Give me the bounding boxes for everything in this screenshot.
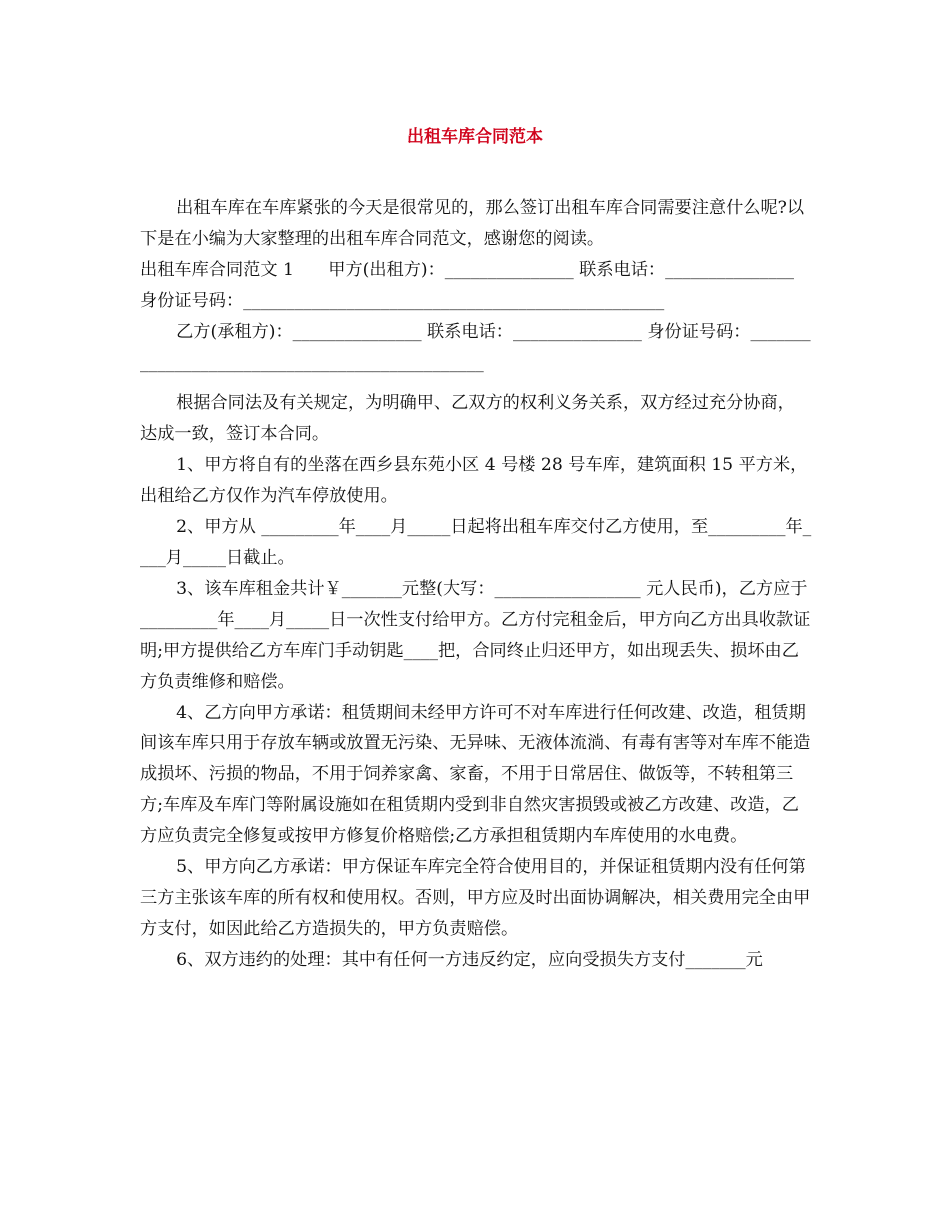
party-a-line: 出租车库合同范文 1 甲方(出租方)：_______________ 联系电话：_______________ 身份证号码：_________________________________________________	[140, 259, 800, 311]
party-b-line: 乙方(承租方)：_______________ 联系电话：_______________ 身份证号码：_______________________________________________	[140, 321, 811, 373]
preamble-paragraph: 根据合同法及有关规定，为明确甲、乙双方的权利义务关系，双方经过充分协商，达成一致，签订本合同。	[140, 393, 795, 445]
document-title: 出租车库合同范本	[407, 127, 543, 147]
intro-paragraph: 出租车库在车库紧张的今天是很常见的，那么签订出租车库合同需要注意什么呢?以下是在小编为大家整理的出租车库合同范文，感谢您的阅读。	[140, 198, 805, 249]
document-body	[140, 193, 812, 976]
clause-2: 2、甲方从 _________年____月_____日起将出租车库交付乙方使用，至_________年____月_____日截止。	[140, 517, 812, 568]
clause-1: 1、甲方将自有的坐落在西乡县东苑小区 4 号楼 28 号车库，建筑面积 15 平方米，出租给乙方仅作为汽车停放使用。	[140, 455, 808, 507]
clause-6: 6、双方违约的处理：其中有任何一方违反约定，应向受损失方支付_______元	[176, 949, 763, 970]
clause-4: 4、乙方向甲方承诺：租赁期间未经甲方许可不对车库进行任何改建、改造，租赁期间该车库只用于存放车辆或放置无污染、无异味、无液体流淌、有毒有害等对车库不能造成损坏、污损的物品，不用于饲养家禽、家畜，不用于日常居住、做饭等，不转租第三方;车库及车库门等附属设施如在租赁期内受到非自然灾害损毁或被乙方改建、改造，乙方应负责完全修复或按甲方修复价格赔偿;乙方承担租赁期内车库使用的水电费。	[140, 702, 811, 847]
clause-5: 5、甲方向乙方承诺：甲方保证车库完全符合使用目的，并保证租赁期内没有任何第三方主张该车库的所有权和使用权。否则，甲方应及时出面协调解决，相关费用完全由甲方支付，如因此给乙方造损失的，甲方负责赔偿。	[140, 857, 811, 939]
clause-3: 3、该车库租金共计￥_______元整(大写：_________________ 元人民币)，乙方应于_________年____月_____日一次性支付给甲方。乙方付完租金后，甲方向乙方出具收款证明;甲方提供给乙方车库门手动钥匙____把，合同终止归还甲方，如出现丢失、损坏由乙方负责维修和赔偿。	[140, 578, 811, 692]
paragraph-gap	[140, 378, 812, 388]
